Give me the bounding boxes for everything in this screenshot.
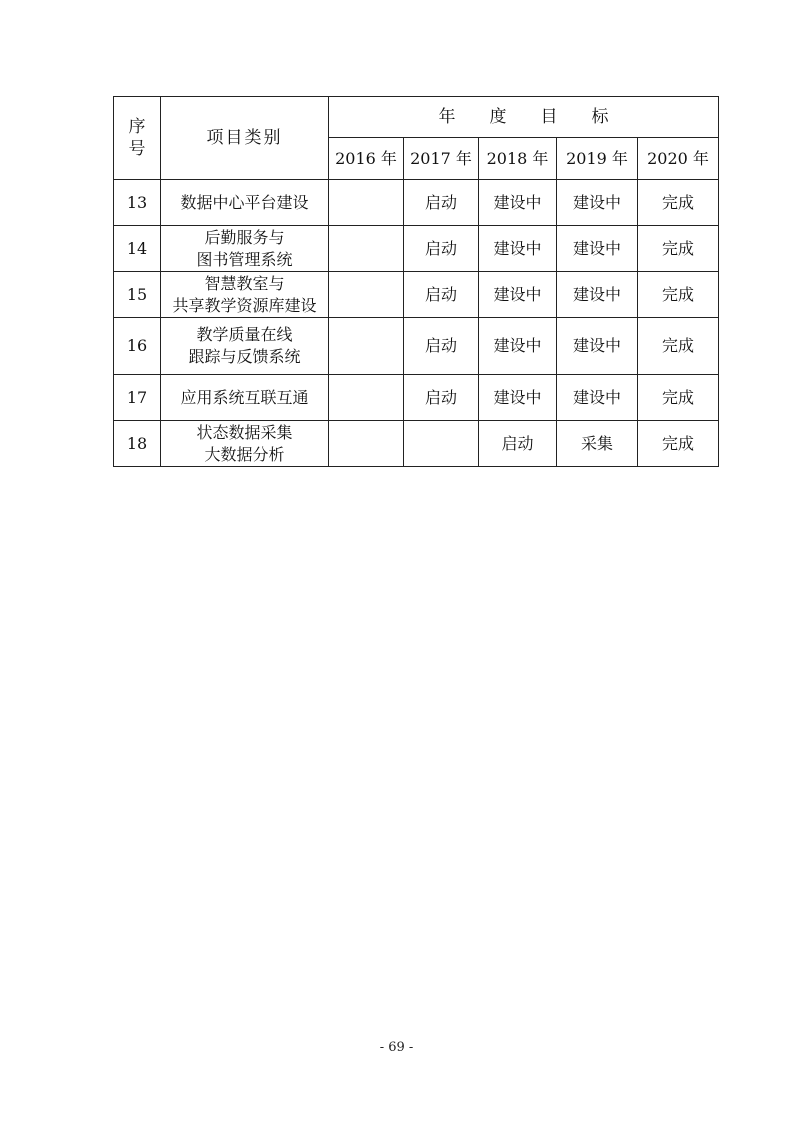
status-cell-2018: 建设中 bbox=[479, 226, 557, 272]
status-cell-2018: 建设中 bbox=[479, 180, 557, 226]
status-cell-2018: 建设中 bbox=[479, 375, 557, 421]
category-line-1: 教学质量在线 bbox=[196, 325, 293, 344]
status-cell-2020: 完成 bbox=[638, 318, 719, 375]
status-cell-2019: 采集 bbox=[557, 421, 638, 467]
table-row bbox=[114, 375, 719, 421]
table-row bbox=[114, 272, 719, 318]
status-cell-2019: 建设中 bbox=[557, 226, 638, 272]
status-cell-2016 bbox=[329, 421, 404, 467]
category-line-1: 状态数据采集 bbox=[196, 422, 293, 442]
status-cell-2017 bbox=[404, 421, 479, 467]
status-cell-2017: 启动 bbox=[404, 226, 479, 272]
category-cell bbox=[161, 421, 329, 467]
year-goal-header: 年度目标 bbox=[329, 97, 719, 138]
year-header-2018: 2018 年 bbox=[479, 138, 557, 180]
category-cell bbox=[161, 272, 329, 318]
status-cell-2018: 建设中 bbox=[479, 272, 557, 318]
year-header-2017: 2017 年 bbox=[404, 138, 479, 180]
category-cell bbox=[161, 318, 329, 375]
seq-cell: 17 bbox=[114, 375, 161, 421]
year-header-2020: 2020 年 bbox=[638, 138, 719, 180]
seq-cell: 14 bbox=[114, 226, 161, 272]
status-cell-2020: 完成 bbox=[638, 272, 719, 318]
status-cell-2017: 启动 bbox=[404, 272, 479, 318]
year-header-2016: 2016 年 bbox=[329, 138, 404, 180]
status-cell-2016 bbox=[329, 180, 404, 226]
status-cell-2017: 启动 bbox=[404, 180, 479, 226]
category-cell bbox=[161, 226, 329, 272]
status-cell-2016 bbox=[329, 226, 404, 272]
category-header: 项目类别 bbox=[161, 97, 329, 180]
table-row bbox=[114, 318, 719, 375]
table-row bbox=[114, 226, 719, 272]
status-cell-2017: 启动 bbox=[404, 375, 479, 421]
status-cell-2016 bbox=[329, 375, 404, 421]
status-cell-2016 bbox=[329, 272, 404, 318]
status-cell-2018: 建设中 bbox=[479, 318, 557, 375]
project-plan-table bbox=[113, 96, 719, 467]
status-cell-2018: 启动 bbox=[479, 421, 557, 467]
category-line-1: 数据中心平台建设 bbox=[180, 192, 309, 212]
seq-cell: 13 bbox=[114, 180, 161, 226]
status-cell-2020: 完成 bbox=[638, 180, 719, 226]
seq-cell: 18 bbox=[114, 421, 161, 467]
status-cell-2019: 建设中 bbox=[557, 318, 638, 375]
category-line-1: 后勤服务与 bbox=[204, 227, 285, 247]
category-cell bbox=[161, 375, 329, 421]
seq-cell: 15 bbox=[114, 272, 161, 318]
status-cell-2019: 建设中 bbox=[557, 375, 638, 421]
status-cell-2019: 建设中 bbox=[557, 180, 638, 226]
status-cell-2020: 完成 bbox=[638, 375, 719, 421]
status-cell-2020: 完成 bbox=[638, 421, 719, 467]
category-line-2: 大数据分析 bbox=[204, 444, 285, 464]
page-number: - 69 - bbox=[379, 1040, 414, 1055]
table-body bbox=[114, 180, 719, 467]
table-row bbox=[114, 421, 719, 467]
seq-header-bottom: 号 bbox=[128, 139, 146, 159]
seq-header-top: 序 bbox=[128, 117, 146, 137]
category-line-1: 智慧教室与 bbox=[204, 273, 285, 293]
table-row bbox=[114, 180, 719, 226]
category-line-2: 跟踪与反馈系统 bbox=[188, 347, 301, 366]
table-header bbox=[114, 97, 719, 180]
category-line-1: 应用系统互联互通 bbox=[180, 387, 309, 407]
category-line-2: 共享教学资源库建设 bbox=[172, 295, 317, 315]
category-cell bbox=[161, 180, 329, 226]
status-cell-2020: 完成 bbox=[638, 226, 719, 272]
status-cell-2017: 启动 bbox=[404, 318, 479, 375]
seq-cell: 16 bbox=[114, 318, 161, 375]
seq-header bbox=[114, 97, 161, 180]
category-line-2: 图书管理系统 bbox=[196, 249, 293, 269]
year-header-2019: 2019 年 bbox=[557, 138, 638, 180]
status-cell-2019: 建设中 bbox=[557, 272, 638, 318]
status-cell-2016 bbox=[329, 318, 404, 375]
